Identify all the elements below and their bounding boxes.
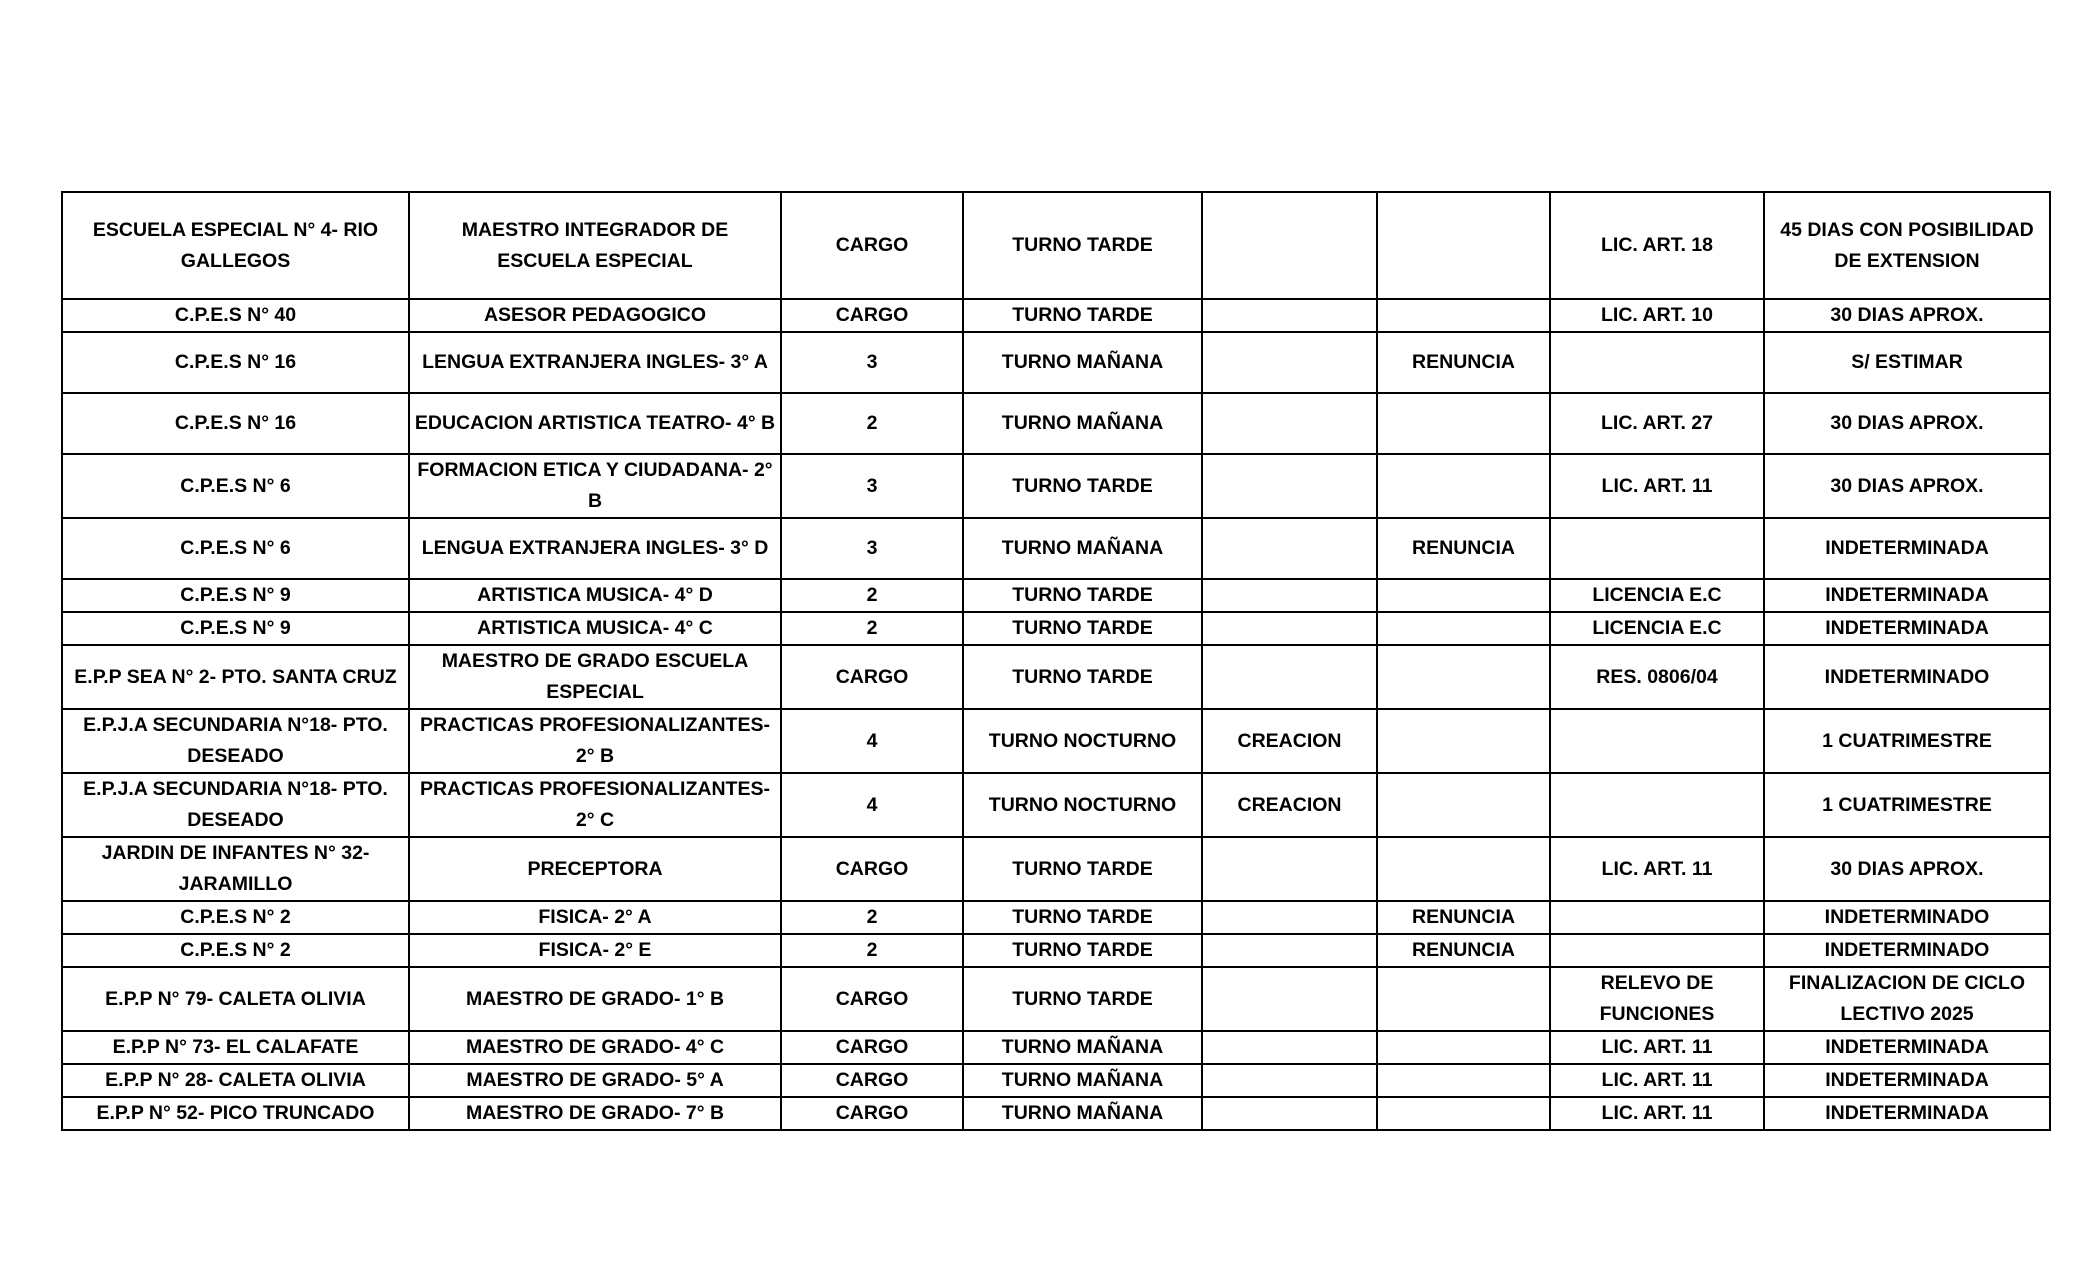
cell-subject: FISICA- 2° E (409, 934, 781, 967)
cell-resignation (1377, 645, 1550, 709)
cell-shift: TURNO MAÑANA (963, 1064, 1202, 1097)
table-row (62, 901, 2050, 934)
cell-license (1550, 709, 1764, 773)
cell-creation (1202, 1097, 1377, 1130)
table-row (62, 579, 2050, 612)
cell-school: C.P.E.S N° 6 (62, 518, 409, 579)
cell-subject: MAESTRO DE GRADO- 4° C (409, 1031, 781, 1064)
cell-duration: 30 DIAS APROX. (1764, 299, 2050, 332)
cell-hours: 4 (781, 773, 963, 837)
cell-hours: 3 (781, 454, 963, 518)
cell-school: E.P.P N° 73- EL CALAFATE (62, 1031, 409, 1064)
cell-hours: 4 (781, 709, 963, 773)
cell-creation (1202, 454, 1377, 518)
cell-resignation (1377, 192, 1550, 299)
cell-school: C.P.E.S N° 6 (62, 454, 409, 518)
cell-duration: 1 CUATRIMESTRE (1764, 709, 2050, 773)
cell-school: C.P.E.S N° 9 (62, 612, 409, 645)
table-row (62, 299, 2050, 332)
cell-shift: TURNO TARDE (963, 934, 1202, 967)
table-row (62, 773, 2050, 837)
cell-shift: TURNO TARDE (963, 967, 1202, 1031)
cell-creation (1202, 1031, 1377, 1064)
cell-hours: CARGO (781, 299, 963, 332)
cell-duration: FINALIZACION DE CICLO LECTIVO 2025 (1764, 967, 2050, 1031)
cell-creation: CREACION (1202, 709, 1377, 773)
cell-resignation: RENUNCIA (1377, 518, 1550, 579)
cell-hours: CARGO (781, 1031, 963, 1064)
cell-shift: TURNO NOCTURNO (963, 709, 1202, 773)
cell-shift: TURNO TARDE (963, 645, 1202, 709)
cell-resignation (1377, 299, 1550, 332)
cell-hours: CARGO (781, 192, 963, 299)
cell-resignation: RENUNCIA (1377, 934, 1550, 967)
cell-subject: MAESTRO DE GRADO ESCUELA ESPECIAL (409, 645, 781, 709)
vacancy-table (61, 191, 2051, 1131)
cell-school: C.P.E.S N° 16 (62, 332, 409, 393)
cell-duration: 30 DIAS APROX. (1764, 454, 2050, 518)
cell-shift: TURNO TARDE (963, 837, 1202, 901)
cell-school: E.P.P N° 52- PICO TRUNCADO (62, 1097, 409, 1130)
table-row (62, 934, 2050, 967)
table-row (62, 967, 2050, 1031)
cell-resignation (1377, 967, 1550, 1031)
cell-duration: INDETERMINADA (1764, 1064, 2050, 1097)
cell-subject: LENGUA EXTRANJERA INGLES- 3° A (409, 332, 781, 393)
cell-resignation (1377, 393, 1550, 454)
cell-license: LIC. ART. 11 (1550, 454, 1764, 518)
cell-shift: TURNO NOCTURNO (963, 773, 1202, 837)
cell-shift: TURNO TARDE (963, 192, 1202, 299)
cell-creation (1202, 967, 1377, 1031)
cell-hours: 3 (781, 518, 963, 579)
cell-resignation (1377, 709, 1550, 773)
cell-license (1550, 934, 1764, 967)
cell-school: C.P.E.S N° 40 (62, 299, 409, 332)
cell-subject: MAESTRO INTEGRADOR DE ESCUELA ESPECIAL (409, 192, 781, 299)
cell-subject: PRACTICAS PROFESIONALIZANTES- 2° C (409, 773, 781, 837)
table-row (62, 192, 2050, 299)
cell-subject: EDUCACION ARTISTICA TEATRO- 4° B (409, 393, 781, 454)
cell-license: LIC. ART. 11 (1550, 837, 1764, 901)
cell-license: LIC. ART. 27 (1550, 393, 1764, 454)
cell-creation (1202, 901, 1377, 934)
cell-duration: INDETERMINADA (1764, 1031, 2050, 1064)
cell-resignation (1377, 612, 1550, 645)
cell-hours: 2 (781, 901, 963, 934)
cell-license: LIC. ART. 11 (1550, 1031, 1764, 1064)
table-row (62, 393, 2050, 454)
cell-subject: MAESTRO DE GRADO- 1° B (409, 967, 781, 1031)
cell-hours: CARGO (781, 1097, 963, 1130)
cell-shift: TURNO MAÑANA (963, 332, 1202, 393)
cell-shift: TURNO MAÑANA (963, 1097, 1202, 1130)
cell-hours: 2 (781, 934, 963, 967)
cell-duration: INDETERMINADO (1764, 901, 2050, 934)
cell-shift: TURNO TARDE (963, 579, 1202, 612)
cell-license: LIC. ART. 10 (1550, 299, 1764, 332)
cell-creation (1202, 579, 1377, 612)
table-row (62, 454, 2050, 518)
table-row (62, 645, 2050, 709)
table-row (62, 518, 2050, 579)
cell-license: LIC. ART. 18 (1550, 192, 1764, 299)
cell-resignation (1377, 837, 1550, 901)
cell-resignation (1377, 773, 1550, 837)
cell-school: E.P.J.A SECUNDARIA N°18- PTO. DESEADO (62, 773, 409, 837)
cell-duration: INDETERMINADA (1764, 612, 2050, 645)
cell-creation (1202, 837, 1377, 901)
cell-shift: TURNO TARDE (963, 454, 1202, 518)
table-row (62, 709, 2050, 773)
cell-creation (1202, 612, 1377, 645)
cell-license: RELEVO DE FUNCIONES (1550, 967, 1764, 1031)
cell-hours: CARGO (781, 645, 963, 709)
cell-creation (1202, 299, 1377, 332)
cell-duration: INDETERMINADA (1764, 579, 2050, 612)
cell-creation (1202, 518, 1377, 579)
table-row (62, 837, 2050, 901)
cell-school: JARDIN DE INFANTES N° 32- JARAMILLO (62, 837, 409, 901)
cell-resignation: RENUNCIA (1377, 332, 1550, 393)
cell-subject: MAESTRO DE GRADO- 7° B (409, 1097, 781, 1130)
cell-subject: ARTISTICA MUSICA- 4° D (409, 579, 781, 612)
cell-license (1550, 518, 1764, 579)
cell-duration: INDETERMINADO (1764, 934, 2050, 967)
cell-duration: INDETERMINADO (1764, 645, 2050, 709)
cell-creation (1202, 1064, 1377, 1097)
cell-license: LIC. ART. 11 (1550, 1097, 1764, 1130)
cell-subject: ASESOR PEDAGOGICO (409, 299, 781, 332)
cell-resignation: RENUNCIA (1377, 901, 1550, 934)
cell-hours: CARGO (781, 1064, 963, 1097)
table-row (62, 1097, 2050, 1130)
cell-creation (1202, 192, 1377, 299)
cell-school: E.P.P N° 79- CALETA OLIVIA (62, 967, 409, 1031)
cell-school: C.P.E.S N° 9 (62, 579, 409, 612)
cell-hours: 2 (781, 393, 963, 454)
cell-license: LICENCIA E.C (1550, 612, 1764, 645)
cell-school: C.P.E.S N° 16 (62, 393, 409, 454)
cell-resignation (1377, 454, 1550, 518)
cell-creation (1202, 393, 1377, 454)
cell-duration: 30 DIAS APROX. (1764, 393, 2050, 454)
cell-creation (1202, 934, 1377, 967)
cell-duration: S/ ESTIMAR (1764, 332, 2050, 393)
cell-shift: TURNO MAÑANA (963, 518, 1202, 579)
cell-creation: CREACION (1202, 773, 1377, 837)
cell-subject: LENGUA EXTRANJERA INGLES- 3° D (409, 518, 781, 579)
cell-license (1550, 901, 1764, 934)
cell-duration: 45 DIAS CON POSIBILIDAD DE EXTENSION (1764, 192, 2050, 299)
cell-license: RES. 0806/04 (1550, 645, 1764, 709)
table-row (62, 1031, 2050, 1064)
cell-school: ESCUELA ESPECIAL N° 4- RIO GALLEGOS (62, 192, 409, 299)
cell-school: E.P.P N° 28- CALETA OLIVIA (62, 1064, 409, 1097)
cell-resignation (1377, 1097, 1550, 1130)
cell-license (1550, 773, 1764, 837)
cell-school: E.P.J.A SECUNDARIA N°18- PTO. DESEADO (62, 709, 409, 773)
cell-shift: TURNO TARDE (963, 901, 1202, 934)
cell-subject: FISICA- 2° A (409, 901, 781, 934)
cell-subject: ARTISTICA MUSICA- 4° C (409, 612, 781, 645)
cell-subject: PRECEPTORA (409, 837, 781, 901)
cell-shift: TURNO MAÑANA (963, 1031, 1202, 1064)
cell-school: E.P.P SEA N° 2- PTO. SANTA CRUZ (62, 645, 409, 709)
cell-hours: 3 (781, 332, 963, 393)
cell-duration: INDETERMINADA (1764, 1097, 2050, 1130)
cell-hours: 2 (781, 579, 963, 612)
cell-subject: PRACTICAS PROFESIONALIZANTES- 2° B (409, 709, 781, 773)
table-row (62, 612, 2050, 645)
cell-shift: TURNO TARDE (963, 612, 1202, 645)
cell-hours: CARGO (781, 967, 963, 1031)
cell-resignation (1377, 1031, 1550, 1064)
cell-shift: TURNO TARDE (963, 299, 1202, 332)
cell-duration: 1 CUATRIMESTRE (1764, 773, 2050, 837)
cell-license (1550, 332, 1764, 393)
cell-hours: CARGO (781, 837, 963, 901)
table-row (62, 332, 2050, 393)
cell-shift: TURNO MAÑANA (963, 393, 1202, 454)
cell-resignation (1377, 579, 1550, 612)
cell-school: C.P.E.S N° 2 (62, 901, 409, 934)
cell-subject: FORMACION ETICA Y CIUDADANA- 2° B (409, 454, 781, 518)
cell-school: C.P.E.S N° 2 (62, 934, 409, 967)
cell-license: LIC. ART. 11 (1550, 1064, 1764, 1097)
cell-hours: 2 (781, 612, 963, 645)
cell-resignation (1377, 1064, 1550, 1097)
cell-license: LICENCIA E.C (1550, 579, 1764, 612)
cell-creation (1202, 332, 1377, 393)
cell-subject: MAESTRO DE GRADO- 5° A (409, 1064, 781, 1097)
cell-duration: INDETERMINADA (1764, 518, 2050, 579)
cell-duration: 30 DIAS APROX. (1764, 837, 2050, 901)
cell-creation (1202, 645, 1377, 709)
table-row (62, 1064, 2050, 1097)
